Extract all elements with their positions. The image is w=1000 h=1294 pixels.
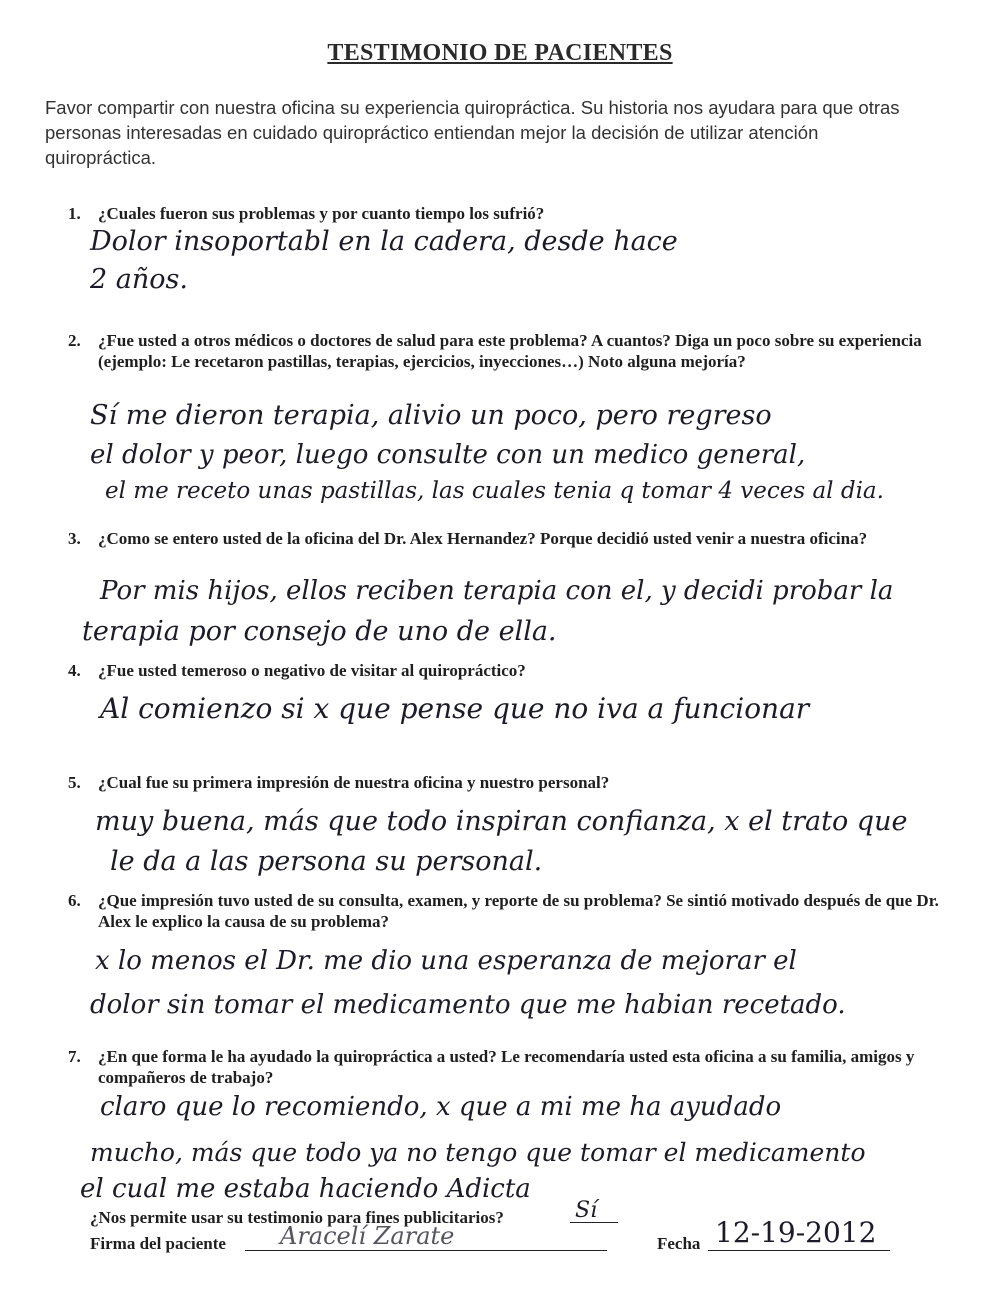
date-label: Fecha	[657, 1234, 701, 1253]
answer-2-line-2: el dolor y peor, luego consulte con un medico general,	[90, 440, 806, 470]
question-3	[68, 528, 948, 549]
question-number: 5.	[68, 773, 81, 792]
answer-7-line-1: claro que lo recomiendo, x que a mi me ha ayudado	[100, 1092, 782, 1122]
answer-4-line-1: Al comienzo si x que pense que no iva a funcionar	[100, 692, 810, 725]
question-6	[68, 890, 948, 932]
signature-label: Firma del paciente	[90, 1234, 226, 1253]
answer-5-line-1: muy buena, más que todo inspiran confianza, x el trato que	[95, 806, 908, 837]
question-number: 3.	[68, 529, 81, 548]
question-text: ¿Cuales fueron sus problemas y por cuanto tiempo los sufrió?	[98, 204, 545, 223]
page-title: TESTIMONIO DE PACIENTES	[327, 40, 673, 66]
answer-7-line-2: mucho, más que todo ya no tengo que tomar el medicamento	[90, 1138, 866, 1167]
question-number: 7.	[68, 1047, 81, 1066]
question-text: ¿Como se entero usted de la oficina del Dr. Alex Hernandez? Porque decidió usted venir a nuestra oficina?	[98, 529, 868, 548]
answer-1-line-1: Dolor insoportabl en la cadera, desde hace	[90, 226, 678, 257]
question-text: ¿En que forma le ha ayudado la quiropráctica a usted? Le recomendaría usted esta oficina a su familia, amigos y compañeros de trabajo?	[98, 1047, 915, 1087]
question-1	[68, 203, 948, 224]
answer-7-line-3: el cual me estaba haciendo Adicta	[80, 1174, 531, 1204]
question-number: 4.	[68, 661, 81, 680]
answer-2-line-1: Sí me dieron terapia, alivio un poco, pero regreso	[90, 400, 772, 431]
permission-answer-line	[570, 1222, 618, 1223]
question-text: ¿Que impresión tuvo usted de su consulta, examen, y reporte de su problema? Se sintió motivado después de que Dr. Alex le explico la causa de su problema?	[98, 891, 939, 931]
question-4	[68, 660, 948, 681]
date-line	[708, 1250, 890, 1251]
question-number: 2.	[68, 331, 81, 350]
question-number: 6.	[68, 891, 81, 910]
question-5	[68, 772, 948, 793]
answer-1-line-2: 2 años.	[90, 264, 188, 295]
question-text: ¿Fue usted a otros médicos o doctores de salud para este problema? A cuantos? Diga un poco sobre su experiencia (ejemplo: Le recetaron pastillas, terapias, ejercicios, inyecciones…) Noto alguna mejoría?	[98, 331, 922, 371]
permission-answer: Sí	[575, 1198, 598, 1223]
date-value: 12-19-2012	[715, 1216, 877, 1249]
question-2	[68, 330, 948, 372]
question-number: 1.	[68, 204, 81, 223]
answer-2-line-3: el me receto unas pastillas, las cuales tenia q tomar 4 veces al dia.	[105, 478, 884, 504]
answer-3-line-1: Por mis hijos, ellos reciben terapia con el, y decidi probar la	[100, 576, 894, 606]
answer-5-line-2: le da a las persona su personal.	[110, 846, 543, 877]
question-text: ¿Fue usted temeroso o negativo de visitar al quiropráctico?	[98, 661, 526, 680]
patient-signature: Aracelí Zarate	[280, 1222, 455, 1250]
answer-3-line-2: terapia por consejo de uno de ella.	[82, 616, 557, 647]
question-text: ¿Cual fue su primera impresión de nuestra oficina y nuestro personal?	[98, 773, 610, 792]
answer-6-line-2: dolor sin tomar el medicamento que me habian recetado.	[90, 990, 846, 1020]
question-7	[68, 1046, 948, 1088]
answer-6-line-1: x lo menos el Dr. me dio una esperanza de mejorar el	[95, 946, 797, 976]
permission-question: ¿Nos permite usar su testimonio para fines publicitarios?	[90, 1208, 504, 1227]
signature-line	[245, 1250, 607, 1251]
intro-paragraph: Favor compartir con nuestra oficina su experiencia quiropráctica. Su historia nos ayudara para que otras personas interesadas en cuidado quiropráctico entiendan mejor la decisión de utilizar atención quiropráctica.	[45, 97, 900, 168]
